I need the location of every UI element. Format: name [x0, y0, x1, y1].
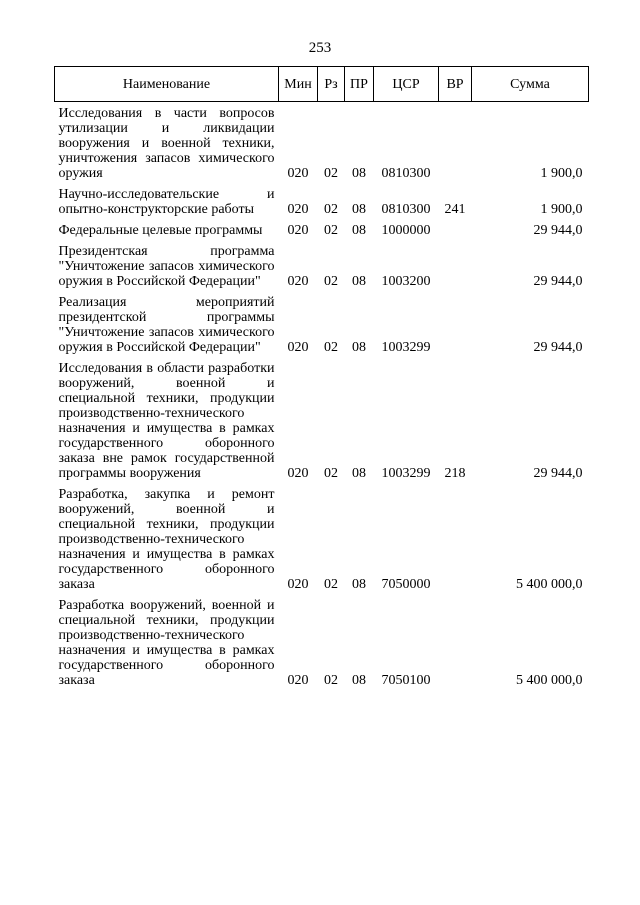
- row-csr: 1003200: [381, 274, 431, 289]
- table-header-row: [55, 67, 589, 102]
- row-pr: 08: [352, 223, 366, 238]
- row-vr: [439, 102, 472, 184]
- row-min: 020: [287, 466, 309, 481]
- row-csr: 1003299: [381, 340, 431, 355]
- row-sum: 29 944,0: [533, 274, 583, 289]
- table-row: [55, 594, 589, 690]
- row-pr: 08: [352, 202, 366, 217]
- table-row: [55, 102, 589, 184]
- row-sum: 29 944,0: [533, 340, 583, 355]
- row-sum: 5 400 000,0: [516, 577, 583, 592]
- row-min: 020: [287, 577, 309, 592]
- table-row: [55, 483, 589, 594]
- row-rz: 02: [324, 202, 338, 217]
- row-rz: 02: [324, 274, 338, 289]
- row-sum: 5 400 000,0: [516, 673, 583, 688]
- row-pr: 08: [352, 340, 366, 355]
- table-row: [55, 357, 589, 483]
- budget-table: [54, 66, 589, 690]
- row-min: 020: [287, 166, 309, 181]
- row-name: Реализация мероприятий президентской программы "Уничтожение запасов химического оружия в Российской Федерации": [58, 295, 275, 355]
- row-vr: 241: [444, 202, 466, 217]
- row-pr: 08: [352, 274, 366, 289]
- table-row: [55, 183, 589, 219]
- row-rz: 02: [324, 673, 338, 688]
- header-pr: ПР: [345, 67, 374, 102]
- header-sum: Сумма: [472, 67, 589, 102]
- row-vr: [439, 483, 472, 594]
- row-min: 020: [287, 340, 309, 355]
- row-name: Президентская программа "Уничтожение запасов химического оружия в Российской Федерации": [58, 244, 275, 289]
- header-rz: Рз: [318, 67, 345, 102]
- row-csr: 1003299: [381, 466, 431, 481]
- row-rz: 02: [324, 223, 338, 238]
- row-vr: 218: [444, 466, 466, 481]
- row-vr: [439, 219, 472, 240]
- row-min: 020: [287, 673, 309, 688]
- row-name: Разработка вооружений, военной и специальной техники, продукции производственно-технического назначения и имущества в рамках государственного оборонного заказа: [58, 598, 275, 688]
- row-name: Федеральные целевые программы: [58, 223, 263, 238]
- row-sum: 1 900,0: [540, 166, 583, 181]
- row-pr: 08: [352, 166, 366, 181]
- row-vr: [439, 594, 472, 690]
- row-pr: 08: [352, 466, 366, 481]
- row-min: 020: [287, 223, 309, 238]
- table-row: [55, 240, 589, 291]
- row-csr: 7050000: [381, 577, 431, 592]
- row-pr: 08: [352, 673, 366, 688]
- table-row: [55, 219, 589, 240]
- header-vr: ВР: [439, 67, 472, 102]
- row-csr: 1000000: [381, 223, 431, 238]
- row-sum: 29 944,0: [533, 223, 583, 238]
- row-csr: 0810300: [381, 202, 431, 217]
- row-name: Исследования в области разработки вооружений, военной и специальной техники, продукции производственно-технического назначения и имущества в рамках государственного оборонного заказа вне рамок государственной программы вооружения: [58, 361, 275, 481]
- row-min: 020: [287, 274, 309, 289]
- row-vr: [439, 240, 472, 291]
- row-rz: 02: [324, 166, 338, 181]
- row-rz: 02: [324, 466, 338, 481]
- page-number: 253: [308, 40, 332, 56]
- row-rz: 02: [324, 577, 338, 592]
- row-sum: 29 944,0: [533, 466, 583, 481]
- row-min: 020: [287, 202, 309, 217]
- row-csr: 0810300: [381, 166, 431, 181]
- row-name: Исследования в части вопросов утилизации и ликвидации вооружения и военной техники, уничтожения запасов химического оружия: [58, 106, 275, 181]
- row-rz: 02: [324, 340, 338, 355]
- row-csr: 7050100: [381, 673, 431, 688]
- table-row: [55, 291, 589, 357]
- row-name: Научно-исследовательские и опытно-конструкторские работы: [58, 187, 275, 217]
- row-pr: 08: [352, 577, 366, 592]
- header-csr: ЦСР: [374, 67, 439, 102]
- row-sum: 1 900,0: [540, 202, 583, 217]
- header-name: Наименование: [55, 67, 279, 102]
- row-name: Разработка, закупка и ремонт вооружений, военной и специальной техники, продукции производственно-технического назначения и имущества в рамках государственного оборонного заказа: [58, 487, 275, 592]
- row-vr: [439, 291, 472, 357]
- header-min: Мин: [279, 67, 318, 102]
